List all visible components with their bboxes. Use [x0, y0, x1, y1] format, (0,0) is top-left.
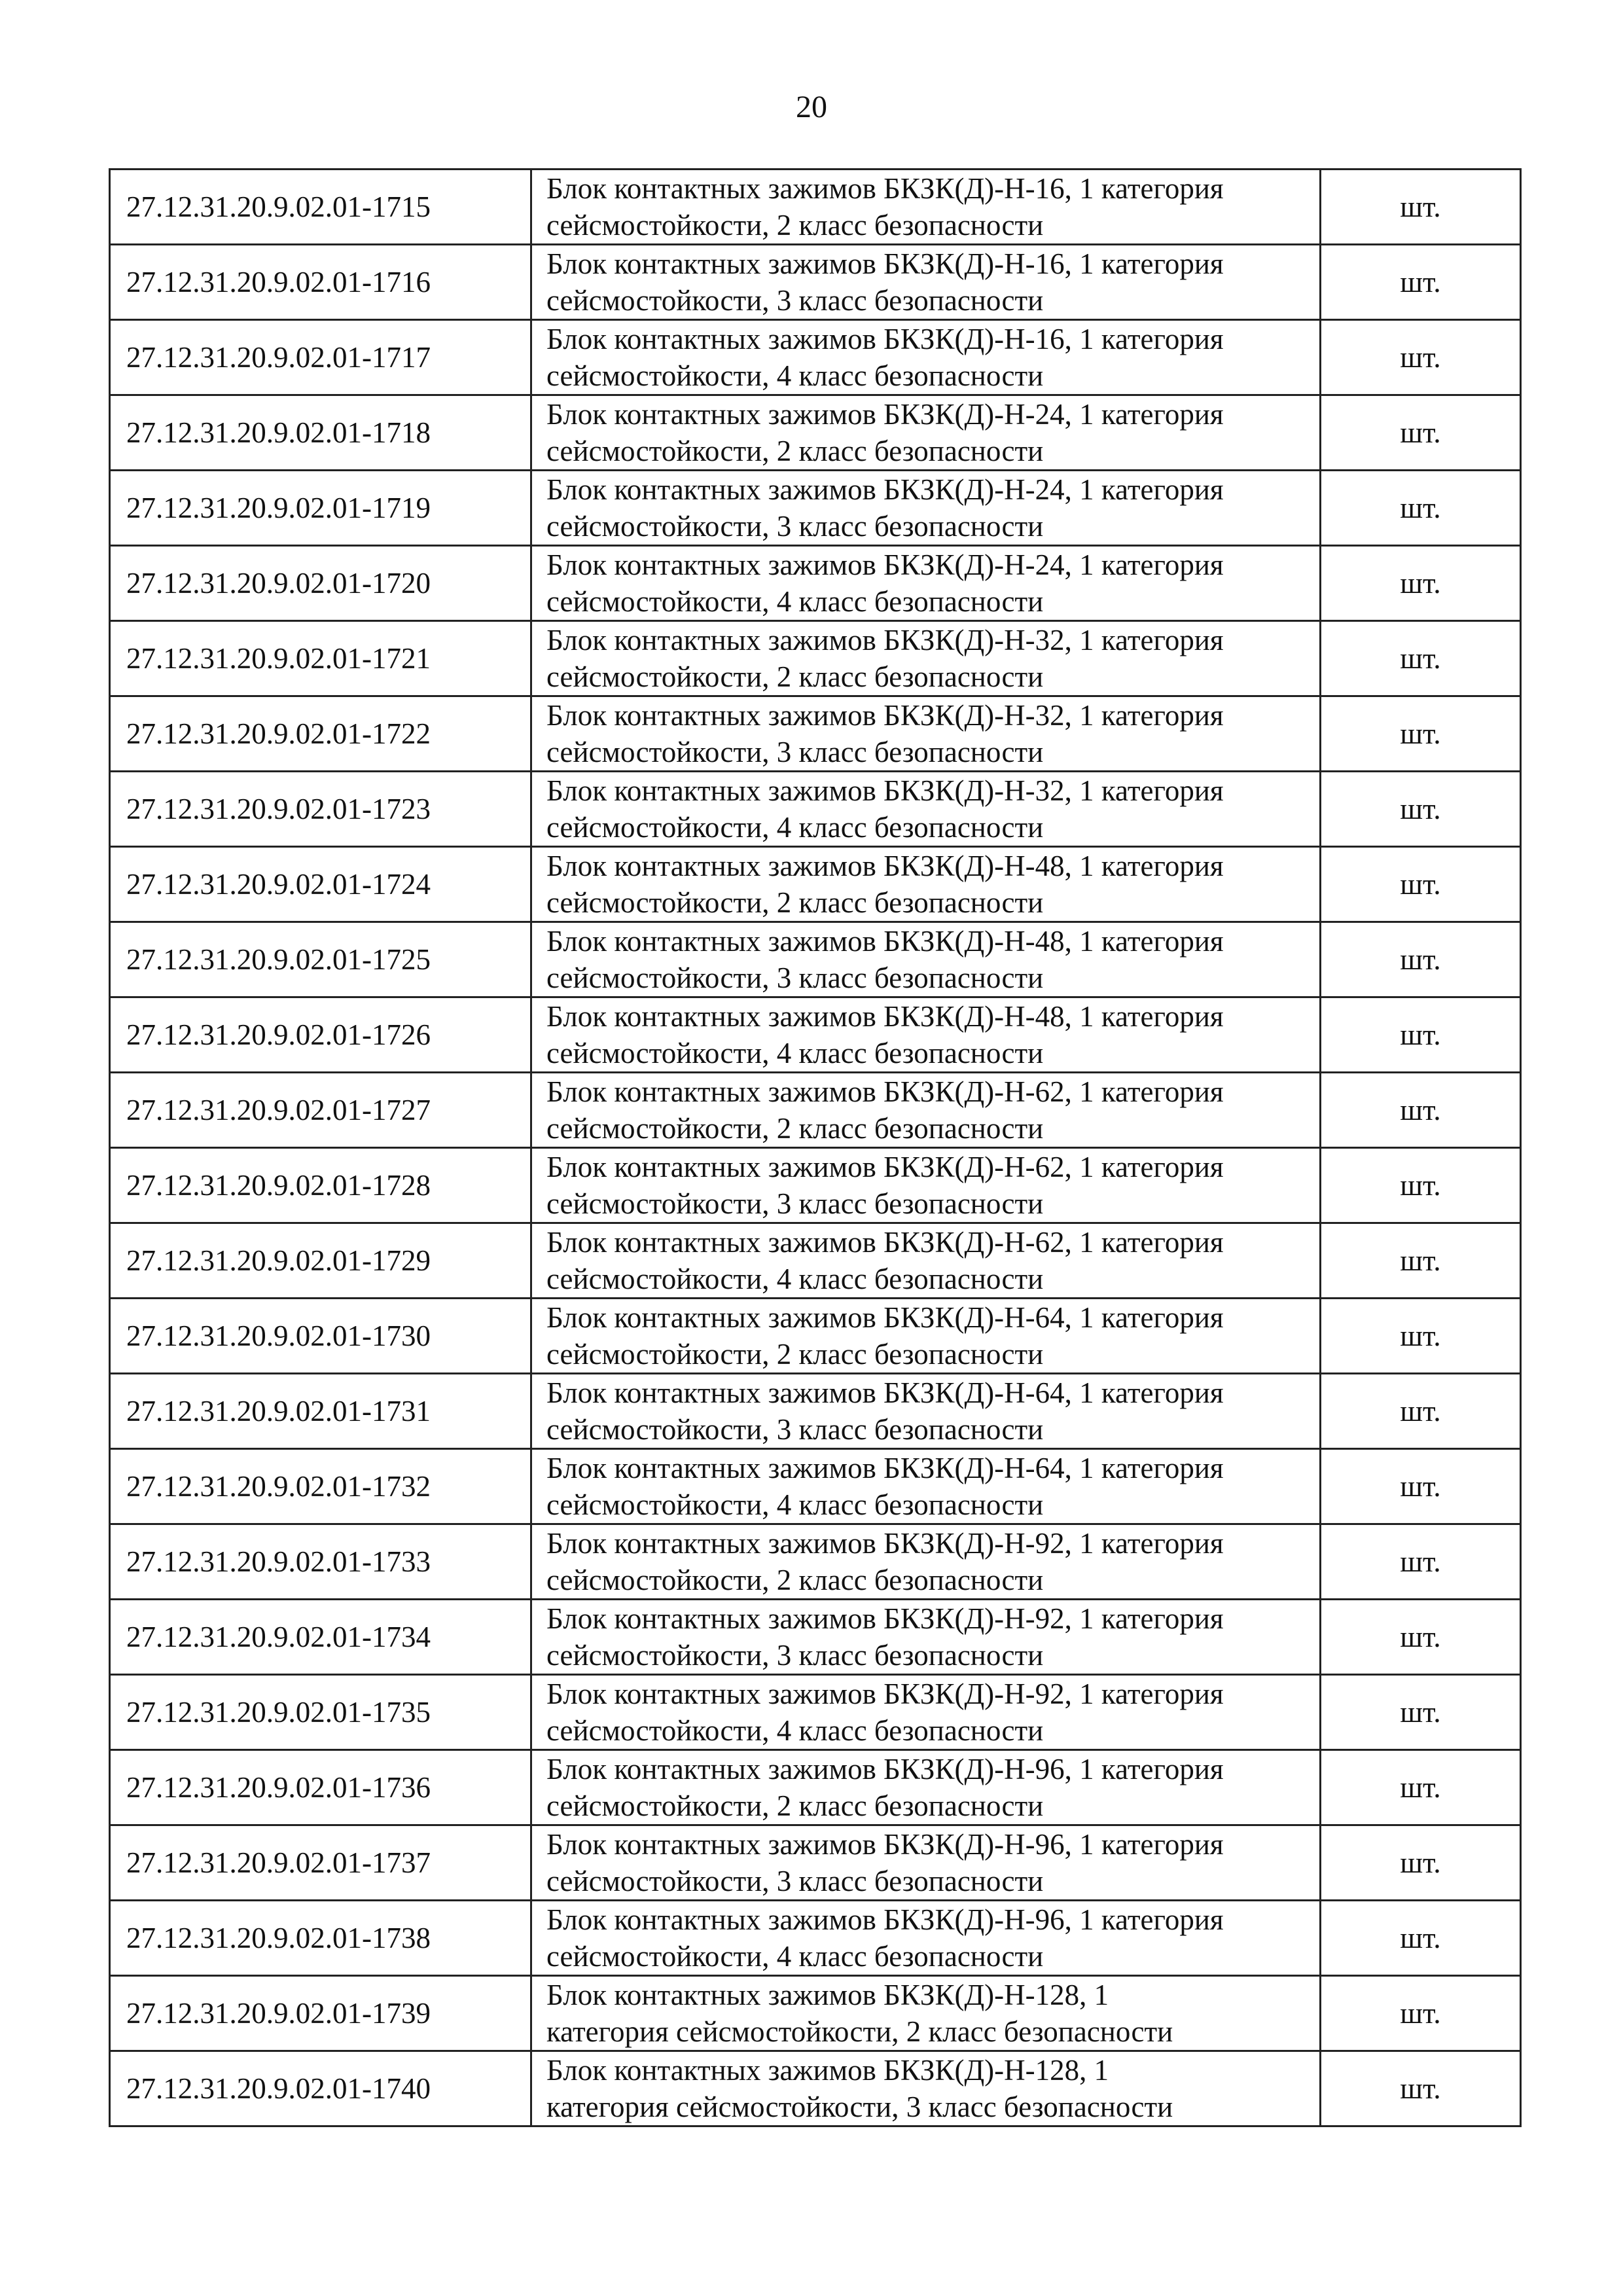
item-name-line-2: сейсмостойкости, 3 класс безопасности — [546, 1639, 1044, 1672]
table-row — [110, 997, 1521, 1073]
item-name — [531, 847, 1321, 922]
item-code: 27.12.31.20.9.02.01-1736 — [110, 1750, 531, 1825]
items-table — [109, 168, 1522, 2127]
item-code: 27.12.31.20.9.02.01-1715 — [110, 170, 531, 245]
item-name-line-2: сейсмостойкости, 4 класс безопасности — [546, 1037, 1044, 1069]
item-name — [531, 772, 1321, 847]
item-code: 27.12.31.20.9.02.01-1723 — [110, 772, 531, 847]
item-name-line-2: сейсмостойкости, 4 класс безопасности — [546, 1263, 1044, 1295]
page-number: 20 — [796, 90, 827, 124]
item-name-line-1: Блок контактных зажимов БКЗК(Д)-Н-64, 1 категория — [546, 1452, 1224, 1484]
item-unit: шт. — [1321, 1374, 1521, 1449]
item-name-line-1: Блок контактных зажимов БКЗК(Д)-Н-62, 1 категория — [546, 1151, 1224, 1183]
item-name — [531, 1825, 1321, 1901]
item-name — [531, 621, 1321, 696]
item-unit: шт. — [1321, 1675, 1521, 1750]
item-name-line-1: Блок контактных зажимов БКЗК(Д)-Н-62, 1 категория — [546, 1226, 1224, 1259]
item-name-line-2: сейсмостойкости, 2 класс безопасности — [546, 1338, 1044, 1371]
item-unit: шт. — [1321, 2051, 1521, 2126]
item-name-line-2: сейсмостойкости, 4 класс безопасности — [546, 585, 1044, 618]
item-name-line-1: Блок контактных зажимов БКЗК(Д)-Н-48, 1 категория — [546, 1000, 1224, 1033]
item-name — [531, 1976, 1321, 2051]
item-name-line-1: Блок контактных зажимов БКЗК(Д)-Н-32, 1 категория — [546, 624, 1224, 656]
item-unit: шт. — [1321, 1148, 1521, 1223]
item-unit: шт. — [1321, 847, 1521, 922]
item-name-line-1: Блок контактных зажимов БКЗК(Д)-Н-64, 1 категория — [546, 1376, 1224, 1409]
item-unit: шт. — [1321, 1223, 1521, 1299]
table-row — [110, 696, 1521, 772]
table-row — [110, 772, 1521, 847]
item-code: 27.12.31.20.9.02.01-1716 — [110, 245, 531, 320]
table-row — [110, 471, 1521, 546]
item-code: 27.12.31.20.9.02.01-1738 — [110, 1901, 531, 1976]
item-code: 27.12.31.20.9.02.01-1735 — [110, 1675, 531, 1750]
item-code: 27.12.31.20.9.02.01-1727 — [110, 1073, 531, 1148]
table-row — [110, 1073, 1521, 1148]
item-name-line-1: Блок контактных зажимов БКЗК(Д)-Н-96, 1 категория — [546, 1903, 1224, 1936]
item-name-line-1: Блок контактных зажимов БКЗК(Д)-Н-64, 1 категория — [546, 1301, 1224, 1334]
item-name — [531, 471, 1321, 546]
item-name-line-1: Блок контактных зажимов БКЗК(Д)-Н-16, 1 категория — [546, 247, 1224, 280]
item-name-line-2: сейсмостойкости, 3 класс безопасности — [546, 736, 1044, 768]
item-unit: шт. — [1321, 546, 1521, 621]
table-row — [110, 1825, 1521, 1901]
table-row — [110, 546, 1521, 621]
item-unit: шт. — [1321, 395, 1521, 471]
item-unit: шт. — [1321, 772, 1521, 847]
item-name-line-2: сейсмостойкости, 3 класс безопасности — [546, 284, 1044, 317]
table-row — [110, 320, 1521, 395]
item-code: 27.12.31.20.9.02.01-1725 — [110, 922, 531, 997]
item-name — [531, 546, 1321, 621]
table-row — [110, 1901, 1521, 1976]
item-name-line-1: Блок контактных зажимов БКЗК(Д)-Н-128, 1 — [546, 2054, 1109, 2087]
item-name-line-2: сейсмостойкости, 2 класс безопасности — [546, 1789, 1044, 1822]
item-name — [531, 320, 1321, 395]
item-name-line-2: сейсмостойкости, 4 класс безопасности — [546, 359, 1044, 392]
table-row — [110, 621, 1521, 696]
table-row — [110, 170, 1521, 245]
item-unit: шт. — [1321, 1976, 1521, 2051]
item-name-line-1: Блок контактных зажимов БКЗК(Д)-Н-24, 1 категория — [546, 473, 1224, 506]
item-name-line-1: Блок контактных зажимов БКЗК(Д)-Н-16, 1 категория — [546, 172, 1224, 205]
item-code: 27.12.31.20.9.02.01-1731 — [110, 1374, 531, 1449]
item-name-line-2: сейсмостойкости, 4 класс безопасности — [546, 1488, 1044, 1521]
item-name-line-2: сейсмостойкости, 2 класс безопасности — [546, 660, 1044, 693]
item-name — [531, 2051, 1321, 2126]
item-name-line-2: сейсмостойкости, 3 класс безопасности — [546, 961, 1044, 994]
item-name-line-1: Блок контактных зажимов БКЗК(Д)-Н-16, 1 категория — [546, 323, 1224, 355]
table-row — [110, 1374, 1521, 1449]
table-row — [110, 2051, 1521, 2126]
item-code: 27.12.31.20.9.02.01-1717 — [110, 320, 531, 395]
item-name-line-1: Блок контактных зажимов БКЗК(Д)-Н-128, 1 — [546, 1979, 1109, 2011]
table-row — [110, 1675, 1521, 1750]
table-row — [110, 1148, 1521, 1223]
item-name — [531, 1524, 1321, 1600]
item-name-line-2: сейсмостойкости, 4 класс безопасности — [546, 1714, 1044, 1747]
item-code: 27.12.31.20.9.02.01-1729 — [110, 1223, 531, 1299]
item-code: 27.12.31.20.9.02.01-1739 — [110, 1976, 531, 2051]
item-name — [531, 1148, 1321, 1223]
item-unit: шт. — [1321, 245, 1521, 320]
item-name-line-2: сейсмостойкости, 2 класс безопасности — [546, 886, 1044, 919]
table-row — [110, 1600, 1521, 1675]
item-name-line-2: сейсмостойкости, 4 класс безопасности — [546, 811, 1044, 844]
item-name-line-1: Блок контактных зажимов БКЗК(Д)-Н-32, 1 категория — [546, 774, 1224, 807]
item-name — [531, 696, 1321, 772]
item-unit: шт. — [1321, 1901, 1521, 1976]
item-name-line-2: сейсмостойкости, 2 класс безопасности — [546, 1564, 1044, 1596]
items-table-body — [110, 170, 1521, 2126]
item-name — [531, 1901, 1321, 1976]
item-name-line-1: Блок контактных зажимов БКЗК(Д)-Н-32, 1 категория — [546, 699, 1224, 732]
item-code: 27.12.31.20.9.02.01-1720 — [110, 546, 531, 621]
table-row — [110, 395, 1521, 471]
item-name — [531, 395, 1321, 471]
item-name-line-1: Блок контактных зажимов БКЗК(Д)-Н-92, 1 категория — [546, 1602, 1224, 1635]
item-name — [531, 1299, 1321, 1374]
item-name — [531, 922, 1321, 997]
item-unit: шт. — [1321, 997, 1521, 1073]
item-code: 27.12.31.20.9.02.01-1740 — [110, 2051, 531, 2126]
item-code: 27.12.31.20.9.02.01-1721 — [110, 621, 531, 696]
item-name-line-2: сейсмостойкости, 4 класс безопасности — [546, 1940, 1044, 1973]
item-unit: шт. — [1321, 922, 1521, 997]
item-code: 27.12.31.20.9.02.01-1722 — [110, 696, 531, 772]
item-name-line-2: сейсмостойкости, 3 класс безопасности — [546, 1187, 1044, 1220]
item-name — [531, 245, 1321, 320]
item-name-line-2: сейсмостойкости, 2 класс безопасности — [546, 435, 1044, 467]
item-name-line-1: Блок контактных зажимов БКЗК(Д)-Н-24, 1 категория — [546, 548, 1224, 581]
table-row — [110, 1524, 1521, 1600]
item-name-line-1: Блок контактных зажимов БКЗК(Д)-Н-96, 1 категория — [546, 1828, 1224, 1861]
item-name-line-2: сейсмостойкости, 3 класс безопасности — [546, 1413, 1044, 1446]
item-unit: шт. — [1321, 1073, 1521, 1148]
item-name — [531, 170, 1321, 245]
item-name-line-2: категория сейсмостойкости, 2 класс безопасности — [546, 2015, 1173, 2048]
item-name-line-1: Блок контактных зажимов БКЗК(Д)-Н-96, 1 категория — [546, 1753, 1224, 1785]
item-unit: шт. — [1321, 1299, 1521, 1374]
item-unit: шт. — [1321, 621, 1521, 696]
item-unit: шт. — [1321, 170, 1521, 245]
item-code: 27.12.31.20.9.02.01-1732 — [110, 1449, 531, 1524]
table-row — [110, 1299, 1521, 1374]
item-name — [531, 1675, 1321, 1750]
item-name-line-1: Блок контактных зажимов БКЗК(Д)-Н-48, 1 категория — [546, 925, 1224, 958]
item-name-line-2: сейсмостойкости, 2 класс безопасности — [546, 209, 1044, 242]
table-row — [110, 1976, 1521, 2051]
item-code: 27.12.31.20.9.02.01-1726 — [110, 997, 531, 1073]
item-name-line-2: сейсмостойкости, 3 класс безопасности — [546, 510, 1044, 543]
item-code: 27.12.31.20.9.02.01-1724 — [110, 847, 531, 922]
item-unit: шт. — [1321, 1449, 1521, 1524]
table-row — [110, 1750, 1521, 1825]
table-row — [110, 922, 1521, 997]
table-row — [110, 245, 1521, 320]
item-name-line-1: Блок контактных зажимов БКЗК(Д)-Н-48, 1 категория — [546, 850, 1224, 882]
item-name — [531, 1374, 1321, 1449]
item-code: 27.12.31.20.9.02.01-1719 — [110, 471, 531, 546]
item-name-line-2: сейсмостойкости, 3 класс безопасности — [546, 1865, 1044, 1897]
item-name-line-2: сейсмостойкости, 2 класс безопасности — [546, 1112, 1044, 1145]
item-name-line-1: Блок контактных зажимов БКЗК(Д)-Н-62, 1 категория — [546, 1075, 1224, 1108]
item-name — [531, 997, 1321, 1073]
item-code: 27.12.31.20.9.02.01-1733 — [110, 1524, 531, 1600]
item-unit: шт. — [1321, 696, 1521, 772]
item-code: 27.12.31.20.9.02.01-1734 — [110, 1600, 531, 1675]
item-code: 27.12.31.20.9.02.01-1718 — [110, 395, 531, 471]
table-row — [110, 1449, 1521, 1524]
item-unit: шт. — [1321, 1524, 1521, 1600]
table-row — [110, 847, 1521, 922]
item-name — [531, 1223, 1321, 1299]
item-name — [531, 1073, 1321, 1148]
item-name-line-1: Блок контактных зажимов БКЗК(Д)-Н-92, 1 категория — [546, 1677, 1224, 1710]
item-code: 27.12.31.20.9.02.01-1737 — [110, 1825, 531, 1901]
item-name — [531, 1600, 1321, 1675]
item-code: 27.12.31.20.9.02.01-1730 — [110, 1299, 531, 1374]
item-name-line-1: Блок контактных зажимов БКЗК(Д)-Н-24, 1 категория — [546, 398, 1224, 431]
item-unit: шт. — [1321, 1825, 1521, 1901]
item-name-line-2: категория сейсмостойкости, 3 класс безопасности — [546, 2090, 1173, 2123]
item-name — [531, 1449, 1321, 1524]
item-unit: шт. — [1321, 471, 1521, 546]
item-name-line-1: Блок контактных зажимов БКЗК(Д)-Н-92, 1 категория — [546, 1527, 1224, 1560]
table-row — [110, 1223, 1521, 1299]
item-unit: шт. — [1321, 1600, 1521, 1675]
item-unit: шт. — [1321, 320, 1521, 395]
item-name — [531, 1750, 1321, 1825]
item-unit: шт. — [1321, 1750, 1521, 1825]
item-code: 27.12.31.20.9.02.01-1728 — [110, 1148, 531, 1223]
